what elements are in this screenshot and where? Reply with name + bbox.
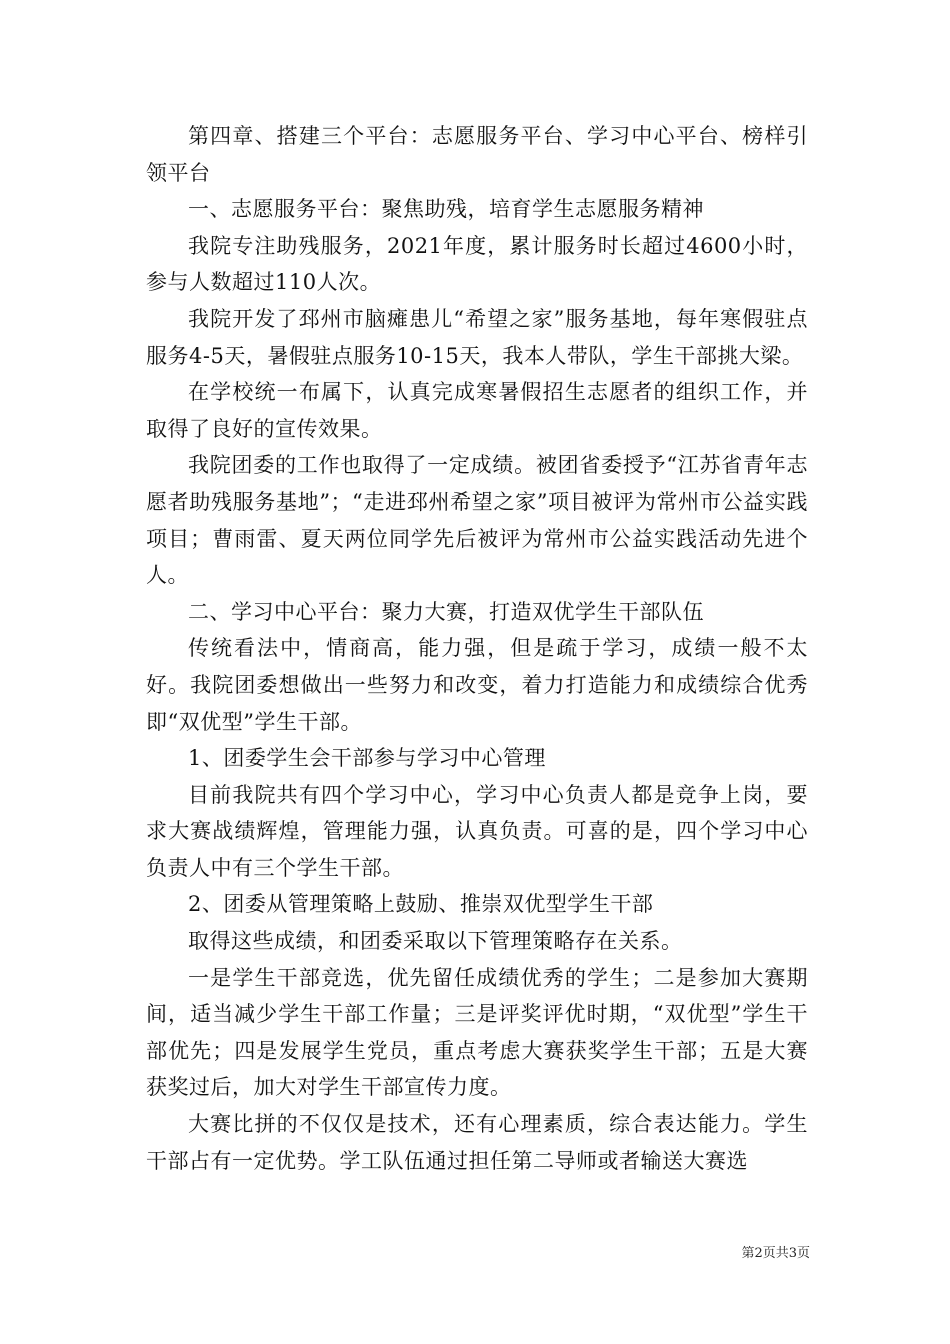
chapter-heading: 第四章、搭建三个平台：志愿服务平台、学习中心平台、榜样引领平台 (146, 124, 808, 185)
subheading: 1、团委学生会干部参与学习中心管理 (188, 746, 546, 771)
section-heading-learning: 二、学习中心平台：聚力大赛，打造双优学生干部队伍 (188, 599, 704, 624)
paragraph: 目前我院共有四个学习中心，学习中心负责人都是竞争上岗，要求大赛战绩辉煌，管理能力强，认真负责。可喜的是，四个学习中心负责人中有三个学生干部。 (146, 782, 808, 880)
paragraph: 一是学生干部竞选，优先留任成绩优秀的学生；二是参加大赛期间，适当减少学生干部工作量；三是评奖评优时期，“双优型”学生干部优先；四是发展学生党员，重点考虑大赛获奖学生干部；五是大赛获奖过后，加大对学生干部宣传力度。 (146, 965, 808, 1100)
paragraph: 我院开发了邳州市脑瘫患儿“希望之家”服务基地，每年寒假驻点服务4-5天，暑假驻点服务10-15天，我本人带队，学生干部挑大梁。 (146, 306, 808, 368)
document-body (146, 118, 808, 1179)
paragraph: 我院团委的工作也取得了一定成绩。被团省委授予“江苏省青年志愿者助残服务基地”；“走进邳州希望之家”项目被评为常州市公益实践项目；曹雨雷、夏天两位同学先后被评为常州市公益实践活动先进个人。 (146, 453, 808, 588)
paragraph: 在学校统一布属下，认真完成寒暑假招生志愿者的组织工作，并取得了良好的宣传效果。 (146, 380, 808, 441)
section-heading-volunteer: 一、志愿服务平台：聚焦助残，培育学生志愿服务精神 (188, 197, 704, 222)
paragraph: 取得这些成绩，和团委采取以下管理策略存在关系。 (188, 929, 683, 954)
paragraph: 传统看法中，情商高，能力强，但是疏于学习，成绩一般不太好。我院团委想做出一些努力和改变，着力打造能力和成绩综合优秀即“双优型”学生干部。 (146, 636, 808, 734)
subheading: 2、团委从管理策略上鼓励、推崇双优型学生干部 (188, 892, 654, 917)
paragraph: 大赛比拼的不仅仅是技术，还有心理素质，综合表达能力。学生干部占有一定优势。学工队伍通过担任第二导师或者输送大赛选 (146, 1112, 808, 1173)
paragraph: 我院专注助残服务，2021年度，累计服务时长超过4600小时，参与人数超过110人次。 (146, 233, 808, 295)
page-indicator: 第2页共3页 (741, 1246, 810, 1261)
